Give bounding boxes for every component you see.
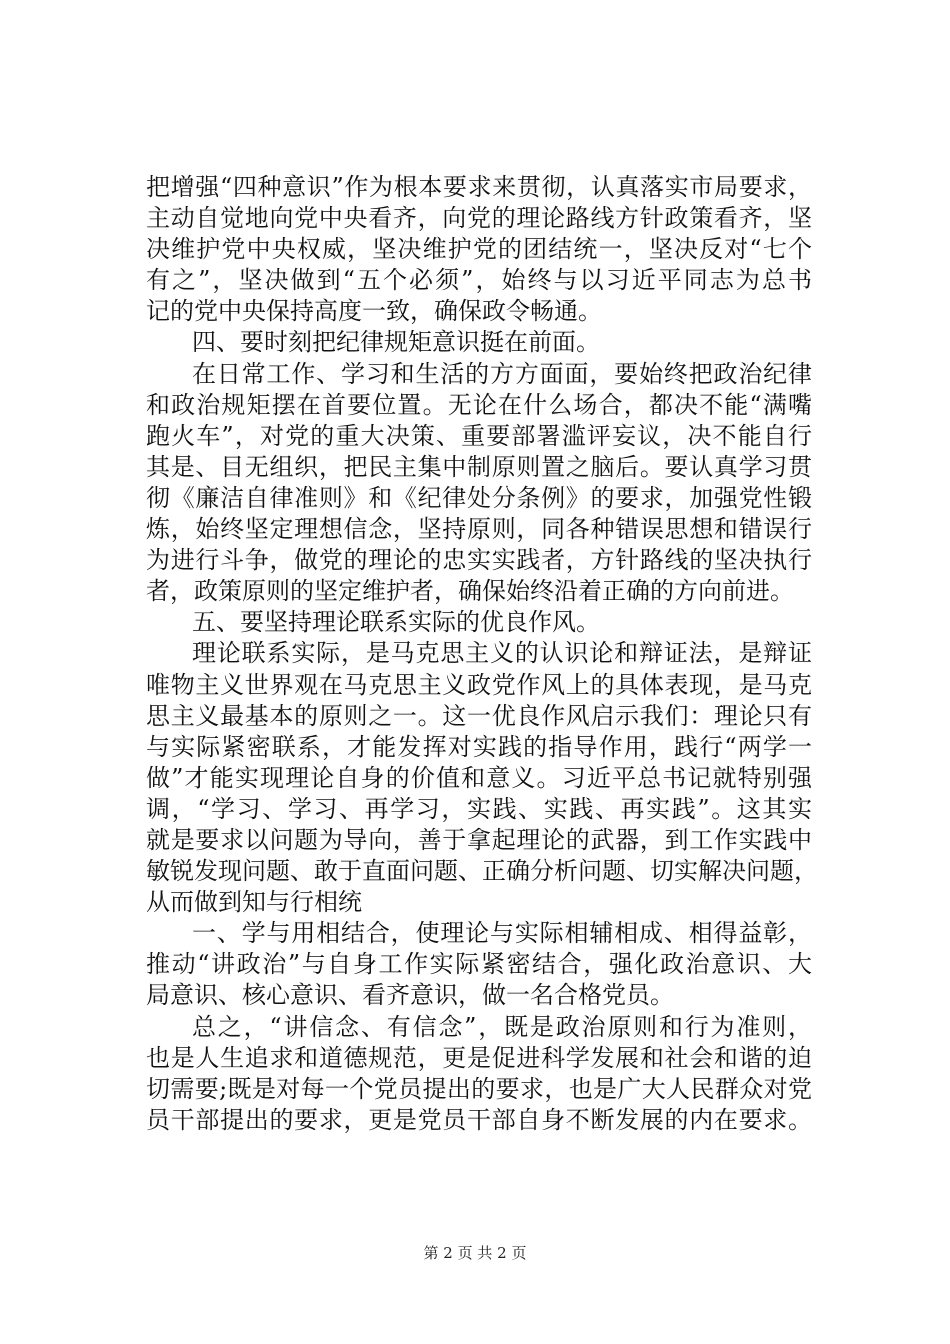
text-line: 调，“学习、学习、再学习，实践、实践、再实践”。这其实: [146, 794, 812, 823]
text-line: 和政治规矩摆在首要位置。无论在什么场合，都决不能“满嘴: [146, 390, 812, 419]
text-line: 主动自觉地向党中央看齐，向党的理论路线方针政策看齐，坚: [146, 204, 812, 233]
text-line: 也是人生追求和道德规范，更是促进科学发展和社会和谐的迫: [146, 1043, 812, 1072]
section-heading: 五、要坚持理论联系实际的优良作风。: [192, 608, 600, 637]
text-line: 为进行斗争，做党的理论的忠实实践者，方针路线的坚决执行: [146, 546, 812, 575]
section-heading: 四、要时刻把纪律规矩意识挺在前面。: [192, 328, 600, 357]
text-line: 把增强“四种意识”作为根本要求来贯彻，认真落实市局要求，: [146, 173, 812, 201]
text-line: 记的党中央保持高度一致，确保政令畅通。: [146, 297, 602, 326]
text-line: 决维护党中央权威，坚决维护党的团结统一，坚决反对“七个: [146, 235, 812, 264]
text-line: 总之，“讲信念、有信念”，既是政治原则和行为准则，: [192, 1012, 812, 1041]
text-line: 推动“讲政治”与自身工作实际紧密结合，强化政治意识、大: [146, 950, 812, 979]
text-line: 唯物主义世界观在马克思主义政党作风上的具体表现，是马克: [146, 670, 812, 699]
text-line: 者，政策原则的坚定维护者，确保始终沿着正确的方向前进。: [146, 577, 794, 606]
text-line: 其是、目无组织，把民主集中制原则置之脑后。要认真学习贯: [146, 452, 812, 481]
text-line: 有之”，坚决做到“五个必须”，始终与以习近平同志为总书: [146, 266, 812, 295]
text-line: 切需要;既是对每一个党员提出的要求，也是广大人民群众对党: [146, 1074, 812, 1103]
body-text: [146, 172, 818, 1136]
text-line: 一、学与用相结合，使理论与实际相辅相成、相得益彰，: [192, 919, 812, 948]
text-line: 员干部提出的要求，更是党员干部自身不断发展的内在要求。: [146, 1105, 812, 1134]
text-line: 理论联系实际，是马克思主义的认识论和辩证法，是辩证: [192, 639, 812, 668]
text-line: 在日常工作、学习和生活的方方面面，要始终把政治纪律: [192, 359, 812, 388]
text-line: 从而做到知与行相统: [146, 888, 362, 917]
text-line: 炼，始终坚定理想信念，坚持原则，同各种错误思想和错误行: [146, 515, 812, 544]
text-line: 就是要求以问题为导向，善于拿起理论的武器，到工作实践中: [146, 825, 812, 854]
page-number-footer: 第 2 页 共 2 页: [423, 1244, 527, 1262]
text-line: 敏锐发现问题、敢于直面问题、正确分析问题、切实解决问题，: [146, 857, 818, 886]
text-line: 跑火车”，对党的重大决策、重要部署滥评妄议，决不能自行: [146, 421, 812, 450]
text-line: 思主义最基本的原则之一。这一优良作风启示我们：理论只有: [146, 701, 812, 730]
text-line: 彻《廉洁自律准则》和《纪律处分条例》的要求，加强党性锻: [146, 483, 812, 512]
text-line: 做”才能实现理论自身的价值和意义。习近平总书记就特别强: [146, 763, 812, 792]
text-line: 局意识、核心意识、看齐意识，做一名合格党员。: [146, 981, 674, 1010]
text-line: 与实际紧密联系，才能发挥对实践的指导作用，践行“两学一: [146, 732, 812, 761]
